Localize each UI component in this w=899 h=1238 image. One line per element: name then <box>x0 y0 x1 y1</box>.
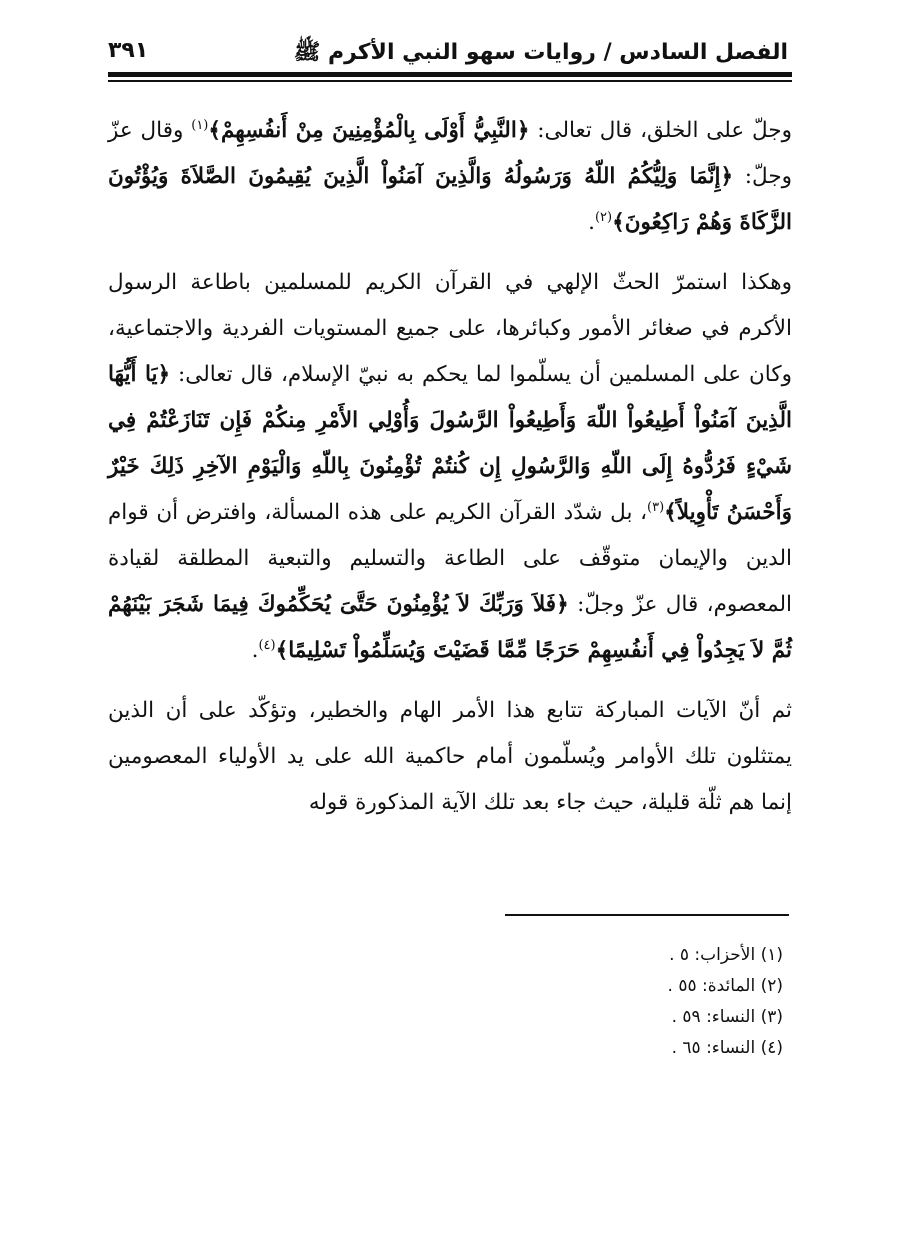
quran-verse: ﴿النَّبِيُّ أَوْلَى بِالْمُؤْمِنِينَ مِنْ أَنفُسِهِمْ﴾ <box>208 118 530 143</box>
text-run: . <box>251 638 259 663</box>
paragraph <box>108 260 792 674</box>
text-run: . <box>588 210 595 235</box>
footnote: (٣) النساء: ٥٩ . <box>671 1007 783 1027</box>
text-run: وهكذا استمرّ الحثّ الإلهي في القرآن الكريم للمسلمين باطاعة الرسول الأكرم في صغائر الأمور وكبائرها، على جميع المستويات الفردية والاجتماعية، وكان على المسلمين أن يسلّموا لما يحكم به نبيّ الإسلام، قال تعالى: <box>108 270 792 387</box>
quran-verse: ﴿إِنَّمَا وَلِيُّكُمُ اللّهُ وَرَسُولُهُ وَالَّذِينَ آمَنُواْ الَّذِينَ يُقِيمُونَ الصَّلاَةَ وَيُؤْتُونَ الزَّكَاةَ وَهُمْ رَاكِعُونَ﴾ <box>108 164 792 235</box>
footnote: (٢) المائدة: ٥٥ . <box>667 976 783 996</box>
quran-verse: ﴿يَا أَيُّهَا الَّذِينَ آمَنُواْ أَطِيعُواْ اللّهَ وَأَطِيعُواْ الرَّسُولَ وَأُوْلِي الأَمْرِ مِنكُمْ فَإِن تَنَازَعْتُمْ فِي شَيْءٍ فَرُدُّوهُ إِلَى اللّهِ وَالرَّسُولِ إِن كُنتُمْ تُؤْمِنُونَ بِاللّهِ وَالْيَوْمِ الآخِرِ ذَلِكَ خَيْرٌ وَأَحْسَنُ تَأْوِيلاً﴾ <box>108 362 792 525</box>
text-run: وقال عزّ وجلّ: <box>108 118 793 189</box>
text-run: ثم أنّ الآيات المباركة تتابع هذا الأمر الهام والخطير، وتؤكّد على أن الذين يمتثلون تلك الأوامر ويُسلّمون أمام حاكمية الله على يد الأولياء المعصومين إنما هم ثلّة قليلة، حيث جاء بعد تلك الآية المذكورة قوله <box>108 698 792 815</box>
footnote-reference: (٢) <box>594 209 613 225</box>
text-run: ، بل شدّد القرآن الكريم على هذه المسألة، وافترض أن قوام الدين والإيمان متوقّف على الطاعة والتسليم والتبعية المطلقة لقيادة المعصوم، قال عزّ وجلّ: <box>108 500 792 617</box>
paragraph <box>108 688 792 826</box>
running-header <box>108 38 788 68</box>
footnote: (١) الأحزاب: ٥ . <box>669 945 783 965</box>
header-rule-thin <box>108 80 792 82</box>
header-rule-thick <box>108 72 792 77</box>
page-number: ٣٩١ <box>108 38 149 63</box>
footnotes <box>108 940 783 1064</box>
footnote-reference: (٤) <box>258 637 276 653</box>
footnote: (٤) النساء: ٦٥ . <box>671 1038 783 1058</box>
quran-verse: ﴿فَلاَ وَرَبِّكَ لاَ يُؤْمِنُونَ حَتَّىَ يُحَكِّمُوكَ فِيمَا شَجَرَ بَيْنَهُمْ ثُمَّ لاَ يَجِدُواْ فِي أَنفُسِهِمْ حَرَجًا مِّمَّا قَضَيْتَ وَيُسَلِّمُواْ تَسْلِيمًا﴾ <box>108 592 792 663</box>
footnote-reference: (١) <box>191 117 209 133</box>
paragraph <box>108 108 792 246</box>
chapter-title: الفصل السادس / روايات سهو النبي الأكرم ﷺ <box>293 40 788 65</box>
footnote-reference: (٣) <box>647 499 665 515</box>
text-run: وجلّ على الخلق، قال تعالى: <box>529 118 792 143</box>
body-text <box>108 108 792 840</box>
footnote-separator <box>505 914 789 916</box>
